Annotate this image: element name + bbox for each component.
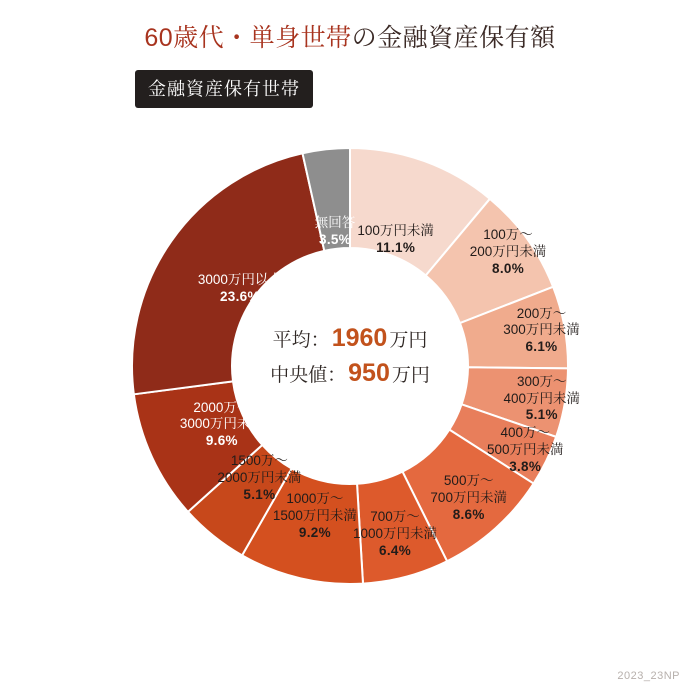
status-badge: 金融資産保有世帯 [135,70,313,108]
pie-slice-label [357,223,434,257]
median-row [230,359,470,388]
pie-slice-label [315,215,356,249]
pie-slice-label-value: 3.5% [319,232,351,248]
pie-slice-label-value: 6.4% [379,543,412,559]
pie-slice-label-value: 23.6% [219,288,260,304]
pie-slice-label-value: 8.0% [492,260,525,276]
pie-slice-label-name: 500万円未満 [486,442,564,458]
pie-slice-label [198,272,282,306]
average-row [230,324,470,353]
watermark: 2023_23NP [617,670,680,682]
pie-slice-label [487,425,564,476]
pie-slice-label-name: 100万～ [483,226,533,242]
pie-slice-label-name: 700万円未満 [430,489,507,505]
pie-slice-label-name: 3000万円以上 [197,271,282,287]
pie-slice-label [353,509,437,560]
page-title-prefix: 60歳代・単身世帯 [144,24,352,52]
pie-slice-label-name: 1000万～ [286,491,344,507]
pie-slice-label-value: 11.1% [376,239,416,255]
pie-slice-label-name: 300万円未満 [503,322,580,338]
pie-slice-label-value: 5.1% [525,407,558,423]
pie-slice-label-value: 6.1% [525,339,558,355]
pie-slice-label [180,400,264,451]
pie-slice-label-name: 700万～ [370,509,420,525]
pie-slice-label [217,453,301,504]
average-value: 1960 [331,324,388,352]
pie-slice-label-name: 200万～ [516,305,567,321]
pie-slice-label-value: 3.8% [509,459,542,475]
pie-slice-label [504,374,581,425]
pie-slice-label-name: 2000万円未満 [217,469,302,485]
donut-chart [0,108,700,628]
pie-slice-label-value: 8.6% [452,506,485,522]
pie-slice-label-name: 3000万円未満 [179,416,264,432]
pie-slice-label [430,473,507,524]
pie-slice-label-name: 1500万～ [230,453,288,469]
center-statistics [230,318,470,394]
pie-slice-label-name: 100万円未満 [357,222,434,238]
average-unit: 万円 [389,330,428,351]
pie-slice-label [470,227,547,278]
median-label: 中央値： [270,365,347,386]
page-title [0,18,700,54]
median-unit: 万円 [391,365,430,386]
pie-slice-label-name: 1500万円未満 [272,507,357,523]
page-title-suffix: の金融資産保有額 [351,24,556,52]
pie-slice-label-name: 300万～ [517,373,567,389]
pie-slice-label-name: 200万円未満 [469,243,547,259]
pie-slice-label-name: 400万円未満 [503,390,581,406]
pie-slice-label-name: 2000万～ [193,399,251,415]
average-label: 平均： [272,330,330,351]
median-value: 950 [348,359,390,387]
pie-slice-label-name: 500万～ [443,473,494,489]
pie-slice-label-value: 9.2% [298,524,331,540]
pie-slice-label-value: 9.6% [205,433,238,449]
pie-slice-label [503,306,580,357]
pie-slice-label-value: 5.1% [243,486,276,502]
pie-slice-label-name: 無回答 [314,215,356,231]
pie-slice-label-name: 1000万円未満 [353,526,438,542]
pie-slice-label-name: 400万～ [500,425,550,441]
